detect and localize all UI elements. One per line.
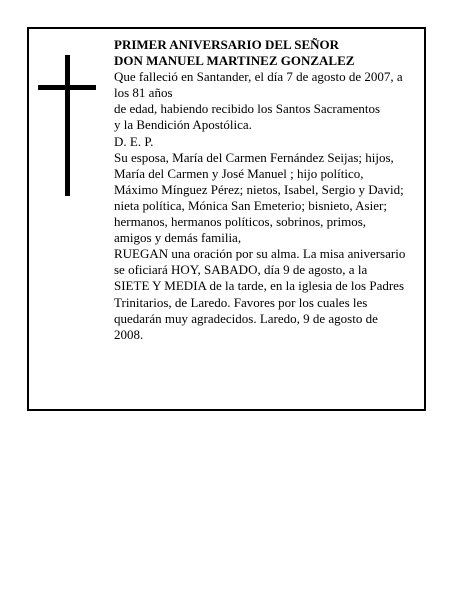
notice-text-line: de edad, habiendo recibido los Santos Sacramentos: [114, 101, 381, 117]
notice-text-line: quedarán muy agradecidos. Laredo, 9 de agosto de: [114, 310, 378, 326]
notice-text-line: nieta política, Mónica San Emeterio; bisnieto, Asier;: [114, 197, 387, 213]
cross-icon-crossbar: [38, 85, 96, 90]
notice-text-line: 2008.: [114, 326, 144, 342]
notice-text-line: SIETE Y MEDIA de la tarde, en la iglesia de los Padres: [114, 278, 405, 294]
notice-text-line: hermanos, hermanos políticos, sobrinos, primos,: [114, 214, 367, 230]
notice-text-line: y la Bendición Apostólica.: [114, 117, 252, 133]
notice-text-line: RUEGAN una oración por su alma. La misa aniversario: [114, 246, 406, 262]
cross-icon: [65, 55, 70, 196]
notice-text-line: Máximo Mínguez Pérez; nietos, Isabel, Sergio y David;: [114, 181, 404, 197]
notice-text-line: Que falleció en Santander, el día 7 de agosto de 2007, a: [114, 69, 403, 85]
notice-text-line: los 81 años: [114, 85, 173, 101]
obituary-text-block: [114, 37, 422, 343]
notice-text-line: Su esposa, María del Carmen Fernández Seijas; hijos,: [114, 149, 394, 165]
notice-text-line: amigos y demás familia,: [114, 230, 242, 246]
notice-title-line-1: PRIMER ANIVERSARIO DEL SEÑOR: [114, 37, 340, 52]
notice-dep-line: D. E. P.: [114, 133, 154, 149]
notice-text-line: María del Carmen y José Manuel ; hijo político,: [114, 165, 364, 181]
notice-text-line: se oficiará HOY, SABADO, día 9 de agosto, a la: [114, 262, 368, 278]
notice-title-line-2: DON MANUEL MARTINEZ GONZALEZ: [114, 53, 355, 69]
notice-text-line: Trinitarios, de Laredo. Favores por los cuales les: [114, 294, 368, 310]
